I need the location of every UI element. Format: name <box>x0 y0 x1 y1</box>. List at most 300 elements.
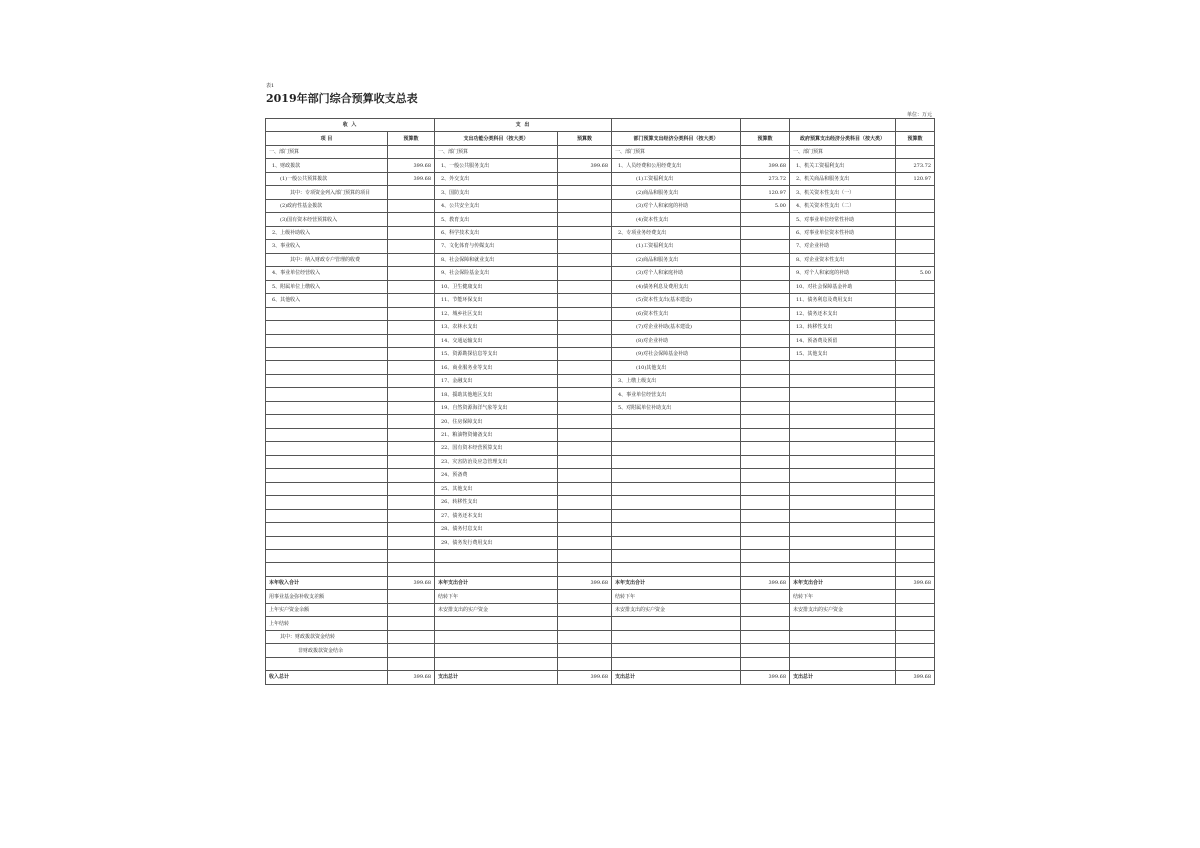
income-budget-cell <box>388 455 435 468</box>
gov-item-cell: 9、对个人和家庭的补助 <box>790 267 896 280</box>
func-item-cell: 27、债务还本支出 <box>435 509 558 522</box>
table-row <box>266 496 935 509</box>
dept-budget-cell <box>741 496 790 509</box>
func-budget-cell <box>558 213 612 226</box>
dept-item-cell: (3)对个人和家庭的补助 <box>612 199 741 212</box>
gov-econ-class-header: 政府预算支出经济分类科目（按大类） <box>790 132 896 145</box>
dept-item-cell <box>612 469 741 482</box>
gov-budget-cell <box>896 294 935 307</box>
func-item-cell: 20、住房保障支出 <box>435 415 558 428</box>
func-item-cell: 1、一般公共服务支出 <box>435 159 558 172</box>
table-row <box>266 455 935 468</box>
func-item-cell: 6、科学技术支出 <box>435 226 558 239</box>
gov-budget-cell <box>896 509 935 522</box>
dept-item-cell <box>612 617 741 630</box>
income-item-cell <box>266 415 388 428</box>
func-budget-cell <box>558 482 612 495</box>
table-row <box>266 523 935 536</box>
income-budget-cell: 399.68 <box>388 172 435 185</box>
func-budget-cell <box>558 455 612 468</box>
func-item-cell: 23、灾害防治及应急管理支出 <box>435 455 558 468</box>
dept-budget-cell <box>741 307 790 320</box>
table-row <box>266 401 935 414</box>
gov-budget-cell <box>896 415 935 428</box>
gov-budget-cell <box>896 630 935 643</box>
dept-item-cell <box>612 657 741 670</box>
gov-item-cell <box>790 455 896 468</box>
dept-item-cell: 4、事业单位经营支出 <box>612 388 741 401</box>
income-budget-cell <box>388 401 435 414</box>
func-budget-cell <box>558 401 612 414</box>
gov-item-cell: 14、预备费及预留 <box>790 334 896 347</box>
dept-budget-cell: 5.00 <box>741 199 790 212</box>
income-item-cell: 5、附属单位上缴收入 <box>266 280 388 293</box>
dept-budget-cell <box>741 401 790 414</box>
func-item-cell: 本年支出合计 <box>435 576 558 589</box>
dept-budget-cell <box>741 213 790 226</box>
func-budget-cell <box>558 630 612 643</box>
gov-item-cell: 本年支出合计 <box>790 576 896 589</box>
income-item-cell: (3)国有资本经营预算收入 <box>266 213 388 226</box>
dept-item-cell: 3、上缴上级支出 <box>612 374 741 387</box>
table-row <box>266 590 935 603</box>
dept-item-cell <box>612 630 741 643</box>
income-item-cell <box>266 550 388 563</box>
dept-item-cell <box>612 415 741 428</box>
gov-budget-cell <box>896 226 935 239</box>
income-item-cell <box>266 523 388 536</box>
income-budget-cell <box>388 496 435 509</box>
gov-item-cell <box>790 550 896 563</box>
gov-budget-cell <box>896 199 935 212</box>
income-budget-cell <box>388 361 435 374</box>
income-item-cell: 上年实户资金余额 <box>266 603 388 616</box>
unit-label: 单位：万元 <box>906 112 932 118</box>
gov-item-cell: 10、对社会保障基金补助 <box>790 280 896 293</box>
gov-budget-cell <box>896 455 935 468</box>
gov-budget-cell <box>896 280 935 293</box>
table-row <box>266 415 935 428</box>
dept-item-cell: 5、对附属单位补助支出 <box>612 401 741 414</box>
func-budget-cell <box>558 496 612 509</box>
table-row <box>266 321 935 334</box>
dept-budget-cell: 399.68 <box>741 671 790 684</box>
func-item-cell: 13、农林水支出 <box>435 321 558 334</box>
header-row <box>266 132 935 145</box>
gov-budget-cell <box>896 307 935 320</box>
dept-budget-cell <box>741 321 790 334</box>
dept-item-cell <box>612 455 741 468</box>
func-item-cell: 9、社会保险基金支出 <box>435 267 558 280</box>
income-budget-cell <box>388 374 435 387</box>
income-budget-cell <box>388 415 435 428</box>
dept-item-cell: 本年支出合计 <box>612 576 741 589</box>
income-item-cell: 非财政拨款资金结余 <box>266 644 388 657</box>
func-budget-cell <box>558 644 612 657</box>
income-item-cell <box>266 563 388 576</box>
dept-item-cell <box>612 550 741 563</box>
table-row <box>266 280 935 293</box>
func-item-cell: 22、国有资本经营预算支出 <box>435 442 558 455</box>
table-row <box>266 644 935 657</box>
gov-item-cell: 5、对事业单位经常性补助 <box>790 213 896 226</box>
gov-budget-cell <box>896 469 935 482</box>
dept-item-cell <box>612 563 741 576</box>
func-budget-cell <box>558 563 612 576</box>
func-item-cell: 4、公共安全支出 <box>435 199 558 212</box>
gov-budget-cell <box>896 657 935 670</box>
func-item-cell: 12、城乡社区支出 <box>435 307 558 320</box>
gov-item-cell: 未安排支出的实户资金 <box>790 603 896 616</box>
dept-item-cell: (1)工资福利支出 <box>612 172 741 185</box>
income-item-cell: 其中：专项资金列入部门预算的项目 <box>266 186 388 199</box>
income-item-cell <box>266 496 388 509</box>
blank-header-cell <box>741 119 790 132</box>
func-item-cell: 21、粮油物资储备支出 <box>435 428 558 441</box>
dept-budget-cell <box>741 361 790 374</box>
dept-budget-cell <box>741 347 790 360</box>
func-item-cell: 结转下年 <box>435 590 558 603</box>
dept-budget-cell: 399.68 <box>741 576 790 589</box>
income-item-cell: 一、部门预算 <box>266 145 388 158</box>
table-row <box>266 388 935 401</box>
gov-item-cell <box>790 496 896 509</box>
func-item-cell <box>435 630 558 643</box>
income-budget-cell <box>388 186 435 199</box>
table-row <box>266 307 935 320</box>
func-budget-cell: 399.68 <box>558 159 612 172</box>
dept-budget-cell <box>741 294 790 307</box>
income-header: 收 入 <box>266 119 435 132</box>
gov-item-cell: 一、部门预算 <box>790 145 896 158</box>
dept-budget-cell <box>741 145 790 158</box>
income-item-cell <box>266 469 388 482</box>
dept-budget-cell <box>741 334 790 347</box>
func-budget-cell <box>558 347 612 360</box>
dept-budget-cell <box>741 226 790 239</box>
table-row <box>266 509 935 522</box>
table-row <box>266 550 935 563</box>
income-item-cell: (1)一般公共预算拨款 <box>266 172 388 185</box>
income-item-cell <box>266 509 388 522</box>
func-budget-cell <box>558 307 612 320</box>
income-budget-cell <box>388 428 435 441</box>
income-budget-cell <box>388 240 435 253</box>
table-row <box>266 671 935 684</box>
gov-budget-cell <box>896 374 935 387</box>
table-row <box>266 267 935 280</box>
func-budget-cell <box>558 509 612 522</box>
income-budget-cell <box>388 253 435 266</box>
income-budget-cell <box>388 199 435 212</box>
func-budget-cell <box>558 617 612 630</box>
income-item-cell <box>266 442 388 455</box>
income-item-cell: 4、事业单位经营收入 <box>266 267 388 280</box>
func-item-cell: 一、部门预算 <box>435 145 558 158</box>
dept-item-cell: (1)工资福利支出 <box>612 240 741 253</box>
table-row <box>266 428 935 441</box>
blank-header-cell <box>790 119 896 132</box>
func-budget-cell <box>558 523 612 536</box>
func-item-cell: 2、外交支出 <box>435 172 558 185</box>
gov-item-cell <box>790 563 896 576</box>
income-budget-cell <box>388 617 435 630</box>
table-row <box>266 199 935 212</box>
income-item-cell: 其中：纳入财政专户管理的收费 <box>266 253 388 266</box>
income-budget-cell <box>388 213 435 226</box>
income-budget-cell <box>388 307 435 320</box>
func-budget-cell <box>558 657 612 670</box>
gov-item-cell <box>790 536 896 549</box>
func-item-cell: 16、商业服务业等支出 <box>435 361 558 374</box>
income-item-cell: 3、事业收入 <box>266 240 388 253</box>
dept-budget-cell <box>741 603 790 616</box>
dept-budget-cell <box>741 374 790 387</box>
dept-item-cell: (10)其他支出 <box>612 361 741 374</box>
income-item-cell: 其中：财政拨款资金结转 <box>266 630 388 643</box>
dept-item-cell <box>612 428 741 441</box>
dept-budget-cell <box>741 657 790 670</box>
func-budget-cell <box>558 186 612 199</box>
gov-item-cell <box>790 657 896 670</box>
func-budget-cell <box>558 294 612 307</box>
func-item-cell: 3、国防支出 <box>435 186 558 199</box>
table-row <box>266 145 935 158</box>
table-row <box>266 617 935 630</box>
income-item-cell: 上年结转 <box>266 617 388 630</box>
func-item-cell <box>435 617 558 630</box>
dept-budget-cell <box>741 428 790 441</box>
dept-item-cell: 一、部门预算 <box>612 145 741 158</box>
income-item-cell <box>266 374 388 387</box>
gov-budget-cell: 399.68 <box>896 671 935 684</box>
gov-budget-cell: 120.97 <box>896 172 935 185</box>
dept-item-cell: (4)资本性支出 <box>612 213 741 226</box>
income-item-cell <box>266 428 388 441</box>
income-budget-cell <box>388 509 435 522</box>
income-budget-cell <box>388 347 435 360</box>
dept-item-cell: (9)对社会保障基金补助 <box>612 347 741 360</box>
func-item-cell: 19、自然资源海洋气象等支出 <box>435 401 558 414</box>
func-item-cell: 29、债务发行费用支出 <box>435 536 558 549</box>
gov-budget-cell <box>896 550 935 563</box>
gov-budget-cell <box>896 644 935 657</box>
gov-item-cell <box>790 509 896 522</box>
func-item-cell: 28、债务付息支出 <box>435 523 558 536</box>
table-row <box>266 630 935 643</box>
func-item-cell: 10、卫生健康支出 <box>435 280 558 293</box>
dept-item-cell: 2、专项业务经费支出 <box>612 226 741 239</box>
table-row <box>266 603 935 616</box>
income-budget-cell <box>388 321 435 334</box>
header-row-top <box>266 119 935 132</box>
gov-item-cell: 7、对企业补助 <box>790 240 896 253</box>
func-budget-cell <box>558 590 612 603</box>
income-budget-cell <box>388 482 435 495</box>
gov-budget-cell <box>896 536 935 549</box>
gov-budget-cell <box>896 253 935 266</box>
gov-budget-cell <box>896 388 935 401</box>
income-budget-cell <box>388 145 435 158</box>
dept-item-cell: (6)资本性支出 <box>612 307 741 320</box>
income-item-cell <box>266 536 388 549</box>
dept-item-cell: (3)对个人和家庭补助 <box>612 267 741 280</box>
gov-item-cell <box>790 523 896 536</box>
func-item-cell: 17、金融支出 <box>435 374 558 387</box>
income-item-cell <box>266 347 388 360</box>
income-item-cell: 1、财政拨款 <box>266 159 388 172</box>
dept-item-cell <box>612 509 741 522</box>
blank-header-cell <box>896 119 935 132</box>
dept-budget-cell <box>741 267 790 280</box>
income-item-cell: 本年收入合计 <box>266 576 388 589</box>
dept-item-cell <box>612 496 741 509</box>
gov-budget-cell <box>896 496 935 509</box>
table-label: 表1 <box>266 83 275 89</box>
budget-header: 预算数 <box>741 132 790 145</box>
dept-item-cell: (2)商品和服务支出 <box>612 186 741 199</box>
item-header: 项 目 <box>266 132 388 145</box>
gov-budget-cell <box>896 213 935 226</box>
income-item-cell: 6、其他收入 <box>266 294 388 307</box>
budget-summary-table <box>265 118 935 685</box>
table-row <box>266 253 935 266</box>
gov-item-cell <box>790 361 896 374</box>
dept-budget-cell <box>741 563 790 576</box>
income-budget-cell <box>388 280 435 293</box>
page-title: 2019年部门综合预算收支总表 <box>266 92 418 105</box>
income-item-cell <box>266 482 388 495</box>
func-budget-cell <box>558 199 612 212</box>
func-item-cell <box>435 550 558 563</box>
gov-item-cell <box>790 482 896 495</box>
dept-item-cell <box>612 523 741 536</box>
income-item-cell <box>266 334 388 347</box>
func-item-cell: 15、资源勘探信息等支出 <box>435 347 558 360</box>
dept-item-cell <box>612 482 741 495</box>
income-budget-cell <box>388 657 435 670</box>
dept-item-cell: (2)商品和服务支出 <box>612 253 741 266</box>
dept-item-cell: 未安排支出的实户资金 <box>612 603 741 616</box>
dept-budget-cell <box>741 388 790 401</box>
func-budget-cell <box>558 469 612 482</box>
gov-budget-cell <box>896 523 935 536</box>
table-row <box>266 186 935 199</box>
func-item-cell: 25、其他支出 <box>435 482 558 495</box>
table-row <box>266 361 935 374</box>
dept-budget-cell <box>741 550 790 563</box>
gov-item-cell: 3、机关资本性支出（一） <box>790 186 896 199</box>
dept-item-cell <box>612 442 741 455</box>
gov-budget-cell <box>896 482 935 495</box>
table-row <box>266 294 935 307</box>
income-budget-cell <box>388 523 435 536</box>
dept-budget-cell <box>741 630 790 643</box>
income-budget-cell <box>388 603 435 616</box>
func-item-cell: 26、转移性支出 <box>435 496 558 509</box>
table-row <box>266 374 935 387</box>
dept-item-cell <box>612 536 741 549</box>
income-budget-cell <box>388 388 435 401</box>
income-item-cell: 2、上级补助收入 <box>266 226 388 239</box>
table-row <box>266 172 935 185</box>
dept-budget-cell <box>741 240 790 253</box>
dept-budget-cell <box>741 509 790 522</box>
func-item-cell: 11、节能环保支出 <box>435 294 558 307</box>
func-budget-cell <box>558 240 612 253</box>
gov-budget-cell <box>896 401 935 414</box>
gov-item-cell: 12、债务还本支出 <box>790 307 896 320</box>
table-row <box>266 536 935 549</box>
income-item-cell <box>266 401 388 414</box>
dept-budget-cell <box>741 442 790 455</box>
dept-budget-cell <box>741 617 790 630</box>
gov-item-cell <box>790 401 896 414</box>
func-budget-cell <box>558 321 612 334</box>
dept-budget-cell: 120.97 <box>741 186 790 199</box>
dept-budget-cell <box>741 253 790 266</box>
table-row <box>266 159 935 172</box>
gov-item-cell: 支出总计 <box>790 671 896 684</box>
gov-budget-cell: 5.00 <box>896 267 935 280</box>
func-budget-cell: 399.68 <box>558 576 612 589</box>
dept-budget-cell <box>741 536 790 549</box>
func-budget-cell <box>558 374 612 387</box>
income-item-cell <box>266 307 388 320</box>
dept-budget-cell: 273.72 <box>741 172 790 185</box>
func-budget-cell <box>558 172 612 185</box>
income-budget-cell <box>388 267 435 280</box>
func-item-cell <box>435 563 558 576</box>
func-budget-cell <box>558 334 612 347</box>
table-row <box>266 240 935 253</box>
dept-item-cell: (7)对企业补助(基本建设) <box>612 321 741 334</box>
func-budget-cell <box>558 442 612 455</box>
func-budget-cell <box>558 536 612 549</box>
gov-item-cell: 4、机关资本性支出（二） <box>790 199 896 212</box>
gov-budget-cell <box>896 145 935 158</box>
income-budget-cell <box>388 536 435 549</box>
gov-item-cell <box>790 415 896 428</box>
func-item-cell: 8、社会保障和就业支出 <box>435 253 558 266</box>
gov-budget-cell <box>896 617 935 630</box>
income-budget-cell: 399.68 <box>388 671 435 684</box>
func-budget-cell <box>558 226 612 239</box>
blank-header-cell <box>612 119 741 132</box>
income-item-cell: 收入总计 <box>266 671 388 684</box>
gov-item-cell: 13、转移性支出 <box>790 321 896 334</box>
gov-item-cell: 1、机关工资福利支出 <box>790 159 896 172</box>
dept-budget-cell <box>741 523 790 536</box>
gov-budget-cell <box>896 186 935 199</box>
income-item-cell <box>266 321 388 334</box>
gov-budget-cell <box>896 347 935 360</box>
gov-item-cell <box>790 630 896 643</box>
income-budget-cell <box>388 550 435 563</box>
gov-item-cell: 11、债务利息及费用支出 <box>790 294 896 307</box>
gov-budget-cell <box>896 563 935 576</box>
func-budget-cell <box>558 280 612 293</box>
dept-item-cell: 1、人员经费和公用经费支出 <box>612 159 741 172</box>
table-row <box>266 347 935 360</box>
dept-econ-class-header: 部门预算支出经济分类科目（按大类） <box>612 132 741 145</box>
expense-header: 支 出 <box>435 119 612 132</box>
income-budget-cell <box>388 226 435 239</box>
gov-budget-cell: 399.68 <box>896 576 935 589</box>
func-item-cell: 支出总计 <box>435 671 558 684</box>
income-budget-cell <box>388 294 435 307</box>
gov-item-cell: 15、其他支出 <box>790 347 896 360</box>
